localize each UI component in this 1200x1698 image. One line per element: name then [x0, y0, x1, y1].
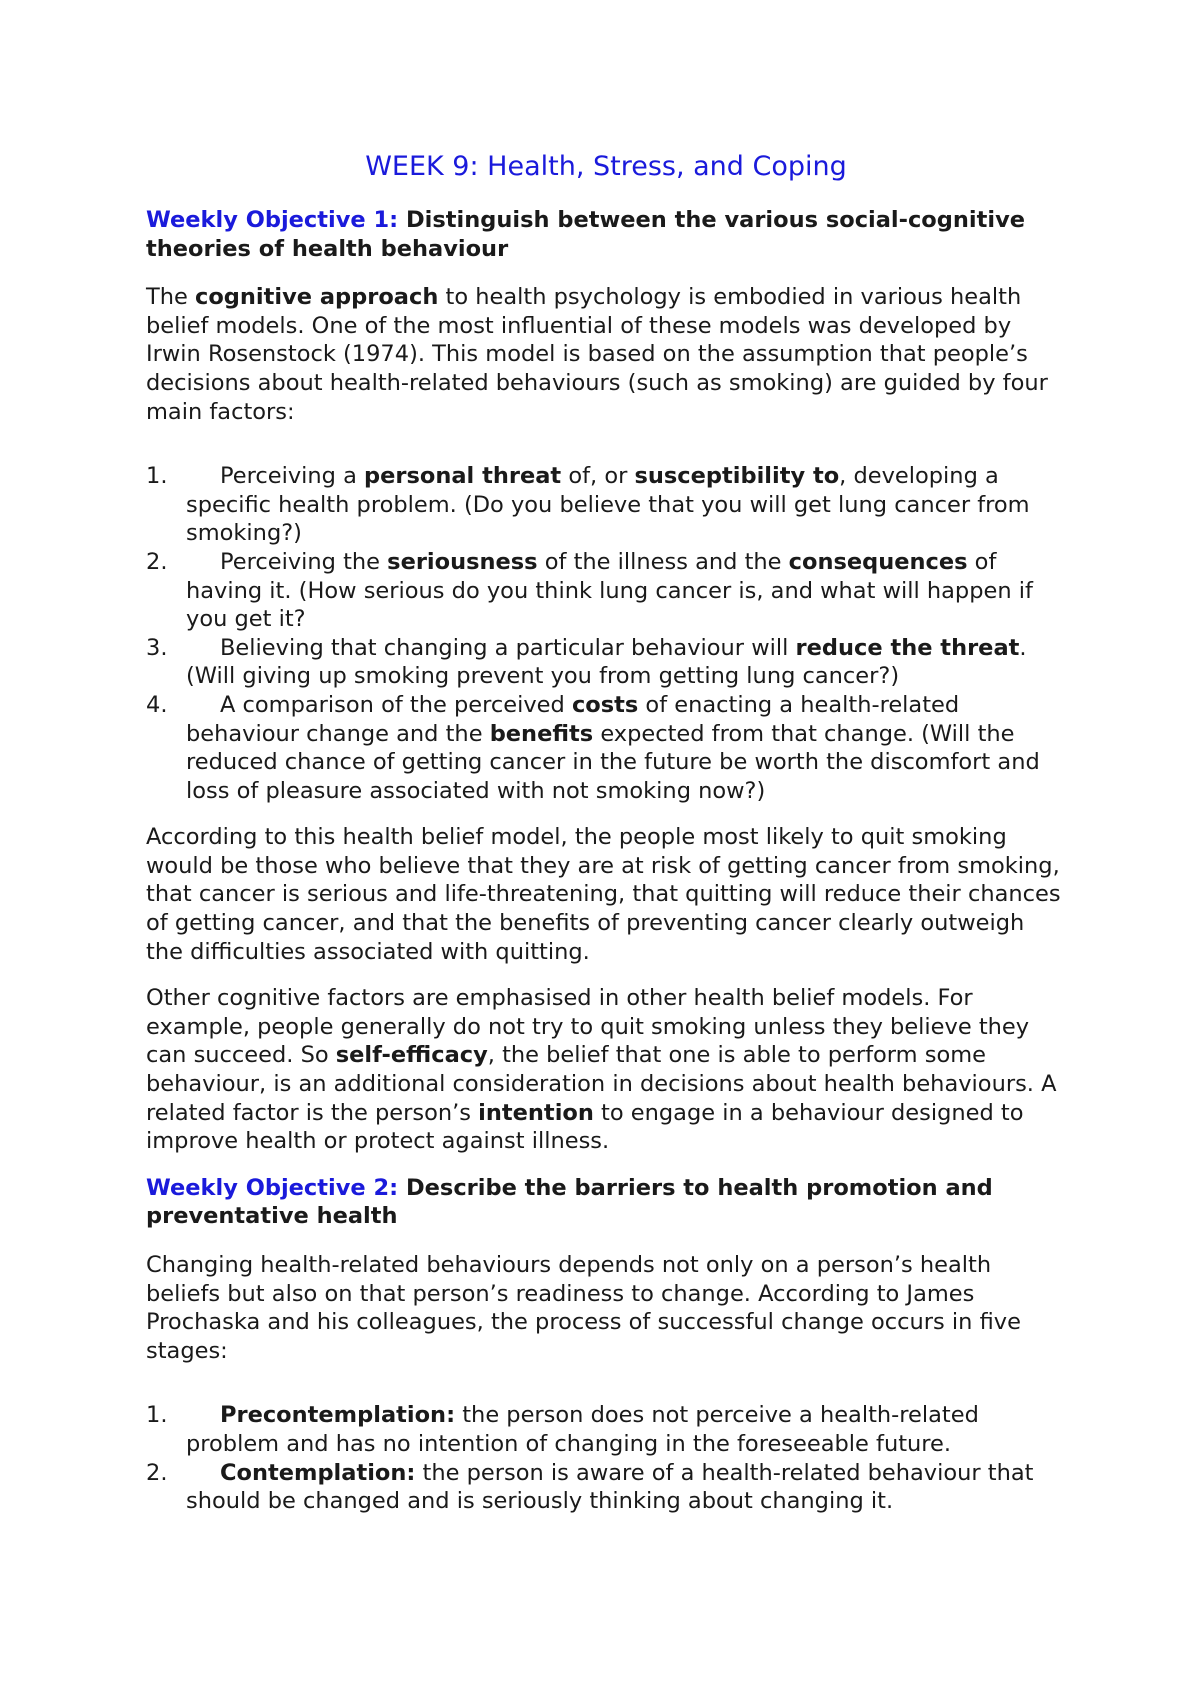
objective-text: Describe the barriers to health promotion and preventative health — [146, 1174, 993, 1230]
list-item: 3. Believing that changing a particular behaviour will reduce the threat. (Will giving up smoking prevent you from getting lung cancer?) — [146, 634, 1027, 690]
list-item: 4. A comparison of the perceived costs of enacting a health-related behaviour change and the benefits expected from that change. (Will the reduced chance of getting cancer in the future be worth the discomfort and loss of pleasure associated with not smoking now?) — [146, 691, 1040, 804]
term-intention: intention — [478, 1099, 594, 1126]
term-self-efficacy: self-efficacy — [335, 1042, 488, 1069]
weekly-objective-1 — [146, 206, 1066, 263]
document-page — [146, 150, 1066, 1534]
term-cognitive-approach: cognitive approach — [195, 284, 439, 311]
health-belief-factors-list — [146, 462, 1066, 805]
objective-text: Distinguish between the various social-cognitive theories of health behaviour — [146, 207, 1025, 262]
paragraph-health-belief-model: According to this health belief model, the people most likely to quit smoking would be those who believe that they are at risk of getting cancer from smoking, that cancer is serious and life-threatening, that quitting will reduce their chances of getting cancer, and that the benefits of preventing cancer clearly outweigh the difficulties associated with quitting. — [146, 824, 1061, 965]
list-item: 1. Perceiving a personal threat of, or susceptibility to, developing a specific health problem. (Do you believe that you will get lung cancer from smoking?) — [146, 463, 1030, 547]
list-item: 2. Contemplation: the person is aware of a health-related behaviour that should be changed and is seriously thinking about changing it. — [146, 1459, 1034, 1515]
objective-label: Weekly Objective 1: — [146, 207, 399, 233]
list-item: 2. Perceiving the seriousness of the illness and the consequences of having it. (How serious do you think lung cancer is, and what will happen if you get it? — [146, 548, 1033, 633]
list-item: 1. Precontemplation: the person does not perceive a health-related problem and has no intention of changing in the foreseeable future. — [146, 1402, 979, 1457]
paragraph-other-cognitive-factors: Other cognitive factors are emphasised in other health belief models. For example, people generally do not try to quit smoking unless they believe they can succeed. So self-efficacy, the belief that one is able to perform some behaviour, is an additional consideration in decisions about health behaviours. A related factor is the person’s intention to engage in a behaviour designed to improve health or protect against illness. — [146, 985, 1057, 1155]
stages-of-change-list — [146, 1401, 1066, 1515]
page-title: WEEK 9: Health, Stress, and Coping — [365, 151, 847, 182]
paragraph-cognitive-approach: The cognitive approach to health psychology is embodied in various health belief models. One of the most influential of these models was developed by Irwin Rosenstock (1974). This model is based on the assumption that people’s decisions about health-related behaviours (such as smoking) are guided by four main factors: — [146, 284, 1048, 425]
paragraph-readiness-to-change: Changing health-related behaviours depends not only on a person’s health beliefs but also on that person’s readiness to change. According to James Prochaska and his colleagues, the process of successful change occurs in five stages: — [146, 1252, 1021, 1364]
weekly-objective-2 — [146, 1174, 1066, 1231]
objective-label: Weekly Objective 2: — [146, 1174, 399, 1201]
